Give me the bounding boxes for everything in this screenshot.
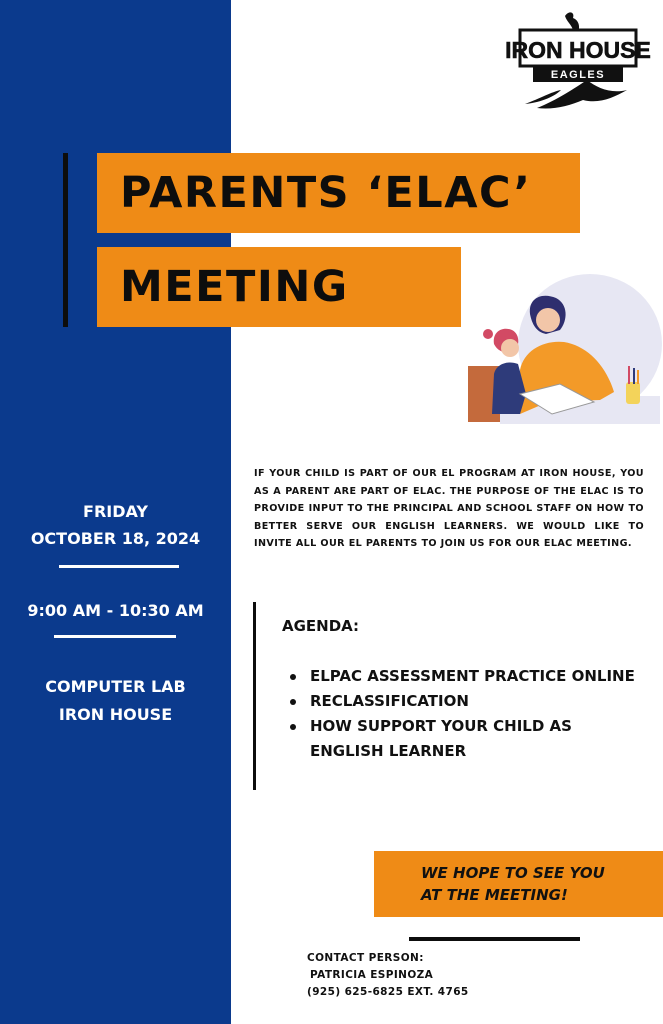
agenda-rule — [253, 602, 256, 790]
contact-label: CONTACT PERSON: — [307, 952, 424, 964]
agenda-item: HOW SUPPORT YOUR CHILD AS ENGLISH LEARNER — [290, 714, 640, 764]
agenda-title: AGENDA: — [282, 617, 360, 635]
event-day: FRIDAY — [83, 502, 148, 521]
bullet-icon — [290, 699, 296, 705]
event-date: OCTOBER 18, 2024 — [30, 529, 201, 548]
event-location-line-1: COMPUTER LAB — [45, 677, 186, 696]
event-location-line-2: IRON HOUSE — [58, 705, 173, 724]
contact-block — [307, 950, 469, 1001]
logo-title: IRON HOUSE — [505, 37, 651, 63]
closing-line-2: AT THE MEETING! — [421, 886, 568, 904]
contact-rule — [409, 937, 580, 941]
bullet-icon — [290, 674, 296, 680]
iron-house-eagles-logo — [505, 8, 651, 112]
closing-banner — [374, 851, 663, 917]
agenda-item: RECLASSIFICATION — [290, 689, 640, 714]
agenda-list — [290, 664, 640, 764]
closing-message — [421, 862, 605, 906]
logo-subtitle: EAGLES — [550, 69, 606, 81]
title-line-2: MEETING — [120, 262, 349, 312]
time-divider — [54, 635, 176, 638]
title-banner-2 — [97, 247, 461, 327]
contact-phone: (925) 625-6825 EXT. 4765 — [307, 986, 469, 998]
parent-child-reading-icon — [460, 274, 660, 424]
closing-line-1: WE HOPE TO SEE YOU — [421, 864, 605, 882]
event-time: 9:00 AM - 10:30 AM — [27, 601, 204, 620]
date-divider — [59, 565, 179, 568]
title-line-1: PARENTS ‘ELAC’ — [120, 168, 532, 218]
title-banner-1 — [97, 153, 580, 233]
intro-paragraph: IF YOUR CHILD IS PART OF OUR EL PROGRAM AT IRON HOUSE, YOU AS A PARENT ARE PART OF ELAC. THE PURPOSE OF THE ELAC IS TO PROVIDE INPUT TO THE PRINCIPAL AND SCHOOL STAFF ON HOW TO BETTER SERVE OUR ENGLISH LEARNERS. WE WOULD LIKE TO INVITE ALL OUR EL PARENTS TO JOIN US FOR OUR ELAC MEETING. — [254, 468, 644, 549]
agenda-item: ELPAC ASSESSMENT PRACTICE ONLINE — [290, 664, 640, 689]
contact-name: PATRICIA ESPINOZA — [310, 969, 434, 981]
title-rule — [63, 153, 68, 327]
bullet-icon — [290, 724, 296, 730]
